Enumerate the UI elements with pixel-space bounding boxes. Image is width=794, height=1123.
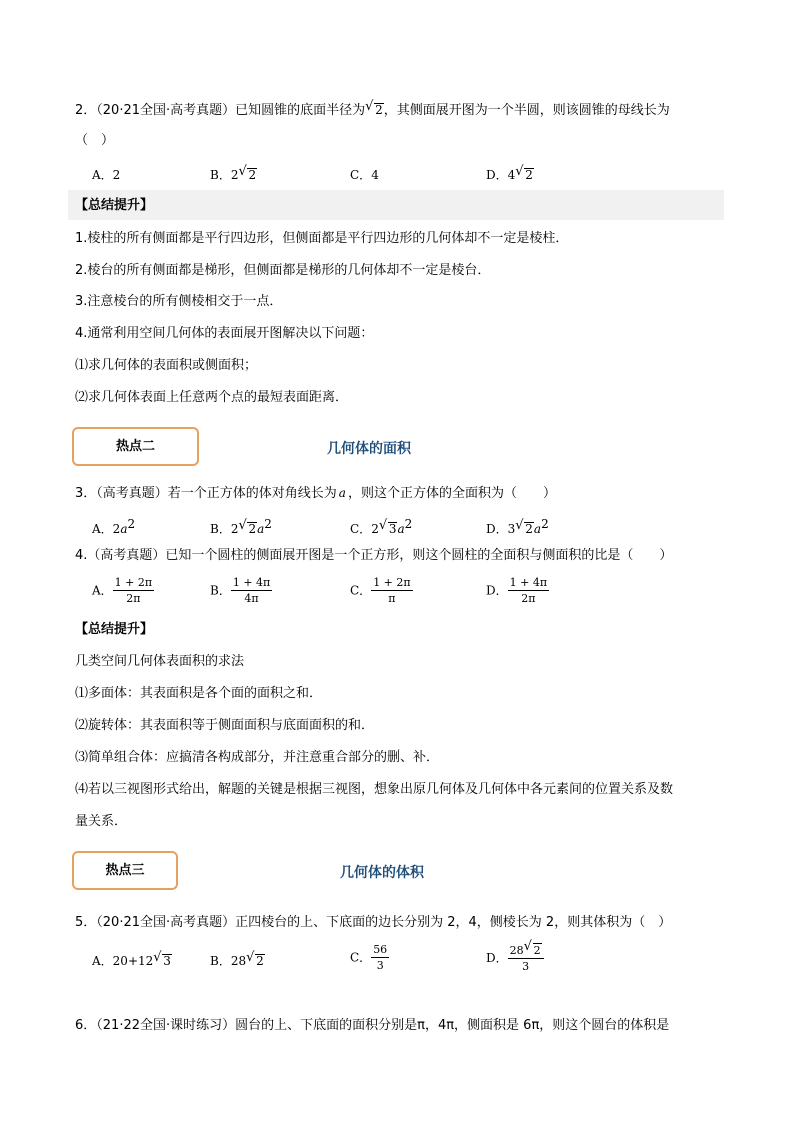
q5-option-b[interactable]: B．28 √ 2 bbox=[210, 950, 264, 968]
q2-line2: （ ） bbox=[75, 133, 115, 148]
hot-point-2-box bbox=[72, 427, 199, 466]
summary1-item-5: ⑴求几何体的表面积或侧面积； bbox=[75, 358, 258, 373]
q5-option-a[interactable]: A．20+12 √ 3 bbox=[92, 950, 171, 968]
summary2-item-4: ⑷若以三视图形式给出，解题的关键是根据三视图，想象出原几何体及几何体中各元素间的位置关系及数 bbox=[75, 782, 674, 797]
summary2-header: 【总结提升】 bbox=[75, 622, 154, 637]
q2-option-d[interactable]: D．4 √ 2 bbox=[486, 164, 533, 182]
q6-text: 6．（21·22全国·课时练习）圆台的上、下底面的面积分别是π，4π，侧面积是 6π，则这个圆台的体积是 bbox=[75, 1018, 670, 1033]
q3-option-b[interactable]: B．2 √ $2a^2$ bbox=[210, 517, 272, 536]
q4-option-d[interactable]: D． $\frac{1 + 4\pi}{2\pi}$ bbox=[486, 576, 548, 605]
summary1-item-1: 1.棱柱的所有侧面都是平行四边形，但侧面都是平行四边形的几何体却不一定是棱柱． bbox=[75, 231, 569, 246]
summary1-item-2: 2.棱台的所有侧面都是梯形，但侧面都是梯形的几何体却不一定是棱台． bbox=[75, 263, 491, 278]
q3-option-d[interactable]: D．3 √ $2a^2$ bbox=[486, 517, 549, 536]
summary2-item-2: ⑵旋转体：其表面积等于侧面面积与底面面积的和． bbox=[75, 718, 375, 733]
summary1-item-3: 3.注意棱台的所有侧棱相交于一点． bbox=[75, 294, 283, 309]
q5-option-c[interactable]: C． $\frac{56}{3}$ bbox=[350, 943, 388, 972]
q4-text: 4.（高考真题）已知一个圆柱的侧面展开图是一个正方形，则这个圆柱的全面积与侧面积的比是（ ） bbox=[75, 548, 673, 563]
hot-point-2-title: 几何体的面积 bbox=[327, 441, 411, 457]
hot-point-3-label: 热点三 bbox=[105, 863, 145, 878]
q5-text: 5．（20·21全国·高考真题）正四棱台的上、下底面的边长分别为 2，4，侧棱长为 2，则其体积为（ ） bbox=[75, 915, 672, 930]
q2-option-b[interactable]: B．2 √ 2 bbox=[210, 164, 257, 182]
hot-point-3-box bbox=[72, 851, 178, 890]
q2-option-c[interactable]: C．4 bbox=[350, 168, 379, 182]
q5-option-d[interactable]: D． 28 √ 2 3 bbox=[486, 943, 544, 973]
summary-header-bar bbox=[68, 190, 724, 220]
q3-option-a[interactable]: A．$2a^2$ bbox=[92, 517, 136, 536]
summary2-item-3: ⑶简单组合体：应搞清各构成部分，并注意重合部分的删、补． bbox=[75, 750, 440, 765]
summary2-item-5: 量关系． bbox=[75, 814, 128, 829]
q2-sqrt: √ 2 bbox=[365, 99, 383, 117]
summary2-item-1: ⑴多面体：其表面积是各个面的面积之和． bbox=[75, 686, 323, 701]
hot-point-2-label: 热点二 bbox=[115, 439, 155, 454]
hot-point-3-title: 几何体的体积 bbox=[340, 865, 424, 881]
q2-line1 bbox=[75, 101, 670, 120]
q4-option-b[interactable]: B． $\frac{1 + 4\pi}{4\pi}$ bbox=[210, 576, 271, 605]
q3-text: 3．（高考真题）若一个正方体的体对角线长为 a ，则这个正方体的全面积为（ ） bbox=[75, 486, 556, 501]
q4-option-a[interactable]: A． $\frac{1 + 2\pi}{2\pi}$ bbox=[92, 576, 153, 605]
summary1-item-4: 4.通常利用空间几何体的表面展开图解决以下问题： bbox=[75, 326, 374, 341]
summary2-intro: 几类空间几何体表面积的求法 bbox=[75, 654, 245, 669]
q2-option-a[interactable]: A．2 bbox=[92, 168, 121, 182]
q3-option-c[interactable]: C．2 √ $3a^2$ bbox=[350, 517, 413, 536]
q2-text-a: 2．（20·21全国·高考真题）已知圆锥的底面半径为 bbox=[75, 103, 366, 118]
q3-var: a bbox=[338, 486, 346, 500]
q4-option-c[interactable]: C． $\frac{1 + 2\pi}{\pi}$ bbox=[350, 576, 411, 605]
summary1-item-6: ⑵求几何体表面上任意两个点的最短表面距离． bbox=[75, 390, 349, 405]
q2-text-b: ，其侧面展开图为一个半圆，则该圆锥的母线长为 bbox=[383, 103, 670, 118]
summary1-header: 【总结提升】 bbox=[75, 198, 154, 213]
